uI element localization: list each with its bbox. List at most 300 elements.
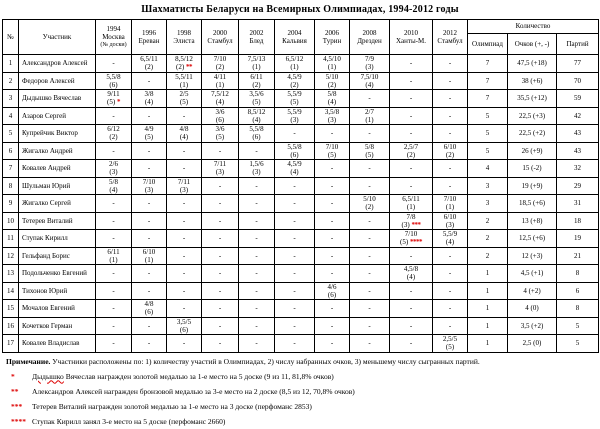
olympiad-result-cell: -	[350, 90, 390, 108]
total-games-cell: 8	[557, 300, 599, 318]
board-number: (4)	[327, 98, 337, 107]
olympiad-result-cell: -	[167, 230, 202, 248]
city-label: Стамбул	[207, 37, 233, 45]
col-header-points: Очков (+, -)	[508, 34, 557, 55]
olympiad-result-cell: -	[390, 317, 433, 335]
board-number: (2)	[144, 63, 154, 72]
num-cell: 10	[3, 212, 19, 230]
score-value: 7/9	[365, 55, 374, 63]
col-header-participant: Участник	[19, 20, 96, 55]
notes-intro-text: Участники расположены по: 1) количеству участий в Олимпиадах, 2) числу набранных очков, 3) меньшему числу сыгранных партий.	[52, 356, 480, 366]
score-value: 6/12	[107, 125, 120, 133]
olympiad-result-cell: -	[96, 300, 132, 318]
olympiad-result-cell: -	[202, 142, 239, 160]
total-olympiads-cell: 3	[468, 177, 508, 195]
medal-marker: **	[185, 63, 192, 72]
olympiad-result-cell: -	[433, 160, 468, 178]
olympiad-result-cell: -	[96, 265, 132, 283]
score-value: 3/6	[215, 107, 225, 116]
total-olympiads-cell: 1	[468, 265, 508, 283]
board-number: (3)	[144, 185, 154, 194]
board-number: (6)	[144, 308, 154, 317]
olympiad-result-cell	[167, 90, 202, 108]
score-value: 6/10	[443, 212, 457, 221]
table-row	[3, 230, 599, 248]
olympiad-result-cell: -	[132, 230, 167, 248]
board-number: (1)	[252, 63, 261, 72]
olympiad-result-cell: -	[239, 177, 275, 195]
olympiad-result-cell: -	[96, 335, 132, 353]
olympiad-result-cell	[202, 107, 239, 125]
table-row	[3, 282, 599, 300]
total-points-cell: 22,5 (+3)	[508, 107, 557, 125]
city-label: Москва	[102, 33, 125, 42]
olympiad-result-cell: -	[239, 247, 275, 265]
total-points-cell: 4 (0)	[508, 300, 557, 318]
olympiad-result-cell: -	[132, 72, 167, 90]
olympiad-result-cell: -	[315, 317, 350, 335]
board-number: (5)	[365, 150, 374, 159]
olympiad-result-cell	[315, 282, 350, 300]
total-points-cell: 18,5 (+6)	[508, 195, 557, 213]
olympiads-table	[2, 19, 599, 353]
olympiad-result-cell	[433, 142, 468, 160]
board-number: (6)	[327, 290, 337, 299]
olympiad-result-cell: -	[275, 282, 315, 300]
olympiad-result-cell: -	[433, 247, 468, 265]
olympiad-result-cell: -	[202, 265, 239, 283]
footnotes-list	[6, 372, 596, 426]
table-row	[3, 195, 599, 213]
olympiad-result-cell: -	[315, 230, 350, 248]
olympiad-result-cell	[315, 142, 350, 160]
olympiad-result-cell: -	[390, 107, 433, 125]
olympiad-result-cell: -	[350, 230, 390, 248]
olympiad-result-cell	[96, 247, 132, 265]
total-points-cell: 22,5 (+2)	[508, 125, 557, 143]
olympiad-result-cell: -	[350, 300, 390, 318]
olympiad-result-cell: -	[350, 160, 390, 178]
olympiad-result-cell: -	[433, 282, 468, 300]
olympiad-result-cell	[350, 142, 390, 160]
olympiad-result-cell: -	[350, 212, 390, 230]
olympiad-result-cell	[132, 177, 167, 195]
num-cell: 15	[3, 300, 19, 318]
olympiad-result-cell: -	[433, 107, 468, 125]
olympiad-result-cell	[202, 55, 239, 73]
olympiad-result-cell: -	[96, 282, 132, 300]
olympiad-result-cell: -	[390, 177, 433, 195]
board-number: (4)	[290, 168, 299, 177]
olympiad-result-cell	[239, 125, 275, 143]
olympiad-result-cell	[167, 72, 202, 90]
total-points-cell: 4 (+2)	[508, 282, 557, 300]
olympiad-result-cell: -	[202, 317, 239, 335]
board-number: (3)	[109, 168, 118, 177]
total-points-cell: 13 (+8)	[508, 212, 557, 230]
olympiad-result-cell	[350, 195, 390, 213]
table-row	[3, 317, 599, 335]
olympiad-result-cell: -	[275, 195, 315, 213]
olympiad-result-cell: -	[167, 282, 202, 300]
num-cell: 17	[3, 335, 19, 353]
total-games-cell: 42	[557, 107, 599, 125]
name-cell: Азаров Сергей	[19, 107, 96, 125]
olympiad-result-cell	[433, 195, 468, 213]
olympiad-result-cell	[275, 107, 315, 125]
olympiad-result-cell: -	[132, 265, 167, 283]
total-points-cell: 4,5 (+1)	[508, 265, 557, 283]
total-games-cell: 77	[557, 55, 599, 73]
col-header-1994	[96, 20, 132, 55]
olympiad-result-cell	[350, 55, 390, 73]
olympiad-result-cell: -	[275, 230, 315, 248]
olympiad-result-cell: -	[96, 230, 132, 248]
board-number: (5)	[290, 98, 299, 107]
olympiad-result-cell	[96, 177, 132, 195]
footnote-marker: **	[11, 386, 19, 396]
name-cell: Шульман Юрий	[19, 177, 96, 195]
num-cell: 3	[3, 90, 19, 108]
olympiad-result-cell: -	[433, 317, 468, 335]
city-label: Стамбул	[437, 37, 463, 45]
col-header-olympiads-count: Олимпиад	[468, 34, 508, 55]
olympiad-result-cell	[433, 335, 468, 353]
board-number: (6)	[252, 133, 261, 142]
olympiad-result-cell: -	[315, 212, 350, 230]
footnote-marker: ***	[11, 401, 23, 411]
total-olympiads-cell: 5	[468, 142, 508, 160]
year-label: 1994	[106, 25, 121, 34]
total-points-cell: 38 (+6)	[508, 72, 557, 90]
notes-heading: Примечание.	[6, 356, 51, 366]
olympiad-result-cell: -	[202, 212, 239, 230]
olympiad-result-cell	[433, 212, 468, 230]
total-olympiads-cell: 1	[468, 317, 508, 335]
olympiad-result-cell: -	[433, 55, 468, 73]
olympiad-result-cell: -	[315, 300, 350, 318]
header-row-top	[3, 20, 599, 34]
total-points-cell: 19 (+9)	[508, 177, 557, 195]
num-cell: 11	[3, 230, 19, 248]
olympiad-result-cell: -	[96, 317, 132, 335]
score-value: 5/8	[365, 142, 374, 151]
olympiad-result-cell: -	[390, 72, 433, 90]
olympiad-result-cell: -	[239, 300, 275, 318]
table-row	[3, 265, 599, 283]
footnote-text: Александров Алексей награжден бронзовой медалью за 3-е место на 2 доске (8,5 из 12, 70,8% очков)	[32, 386, 355, 396]
olympiad-result-cell	[315, 90, 350, 108]
footnote-text: Дыдышко Вячеслав награжден золотой медалью за 1-е место на 5 доске (9 из 11, 81,8% очков)	[32, 371, 334, 381]
olympiad-result-cell	[315, 72, 350, 90]
city-label: Ханты-М.	[396, 37, 426, 45]
col-header-2000	[202, 20, 239, 55]
col-header-2012	[433, 20, 468, 55]
olympiad-result-cell	[132, 300, 167, 318]
score-value: 5,5/9	[442, 230, 458, 238]
olympiad-result-cell: -	[202, 247, 239, 265]
board-number: (4)	[109, 185, 118, 194]
olympiad-result-cell	[202, 72, 239, 90]
name-cell: Федоров Алексей	[19, 72, 96, 90]
olympiad-result-cell: -	[390, 55, 433, 73]
olympiad-result-cell	[167, 125, 202, 143]
olympiad-result-cell	[350, 72, 390, 90]
olympiad-result-cell	[96, 72, 132, 90]
score-value: 4/8	[144, 300, 154, 308]
olympiad-result-cell	[96, 160, 132, 178]
board-number: (2)	[290, 80, 299, 89]
olympiad-result-cell: -	[239, 142, 275, 160]
total-points-cell: 3,5 (+2)	[508, 317, 557, 335]
medal-marker: ***	[411, 220, 421, 229]
score-value: 3/6	[215, 125, 225, 133]
score-value: 4,5/10	[323, 55, 341, 63]
olympiad-result-cell: -	[202, 195, 239, 213]
board-number: (2)	[215, 63, 225, 72]
score-value: 3,5/5	[176, 317, 192, 326]
total-games-cell: 31	[557, 195, 599, 213]
score-value: 7/10	[443, 195, 457, 203]
num-cell: 5	[3, 125, 19, 143]
board-number: (6)	[215, 115, 225, 124]
olympiad-result-cell: -	[132, 335, 167, 353]
score-value: 7/11	[177, 177, 191, 186]
col-header-games: Партий	[557, 34, 599, 55]
total-games-cell: 32	[557, 160, 599, 178]
score-value: 7,5/13	[247, 55, 266, 63]
board-number: (1)	[179, 80, 189, 89]
olympiad-result-cell	[275, 160, 315, 178]
olympiad-result-cell: -	[202, 230, 239, 248]
table-row	[3, 142, 599, 160]
total-olympiads-cell: 7	[468, 90, 508, 108]
medal-marker: ****	[409, 238, 422, 247]
score-value: 7/10	[404, 230, 418, 238]
total-games-cell: 43	[557, 125, 599, 143]
table-row	[3, 90, 599, 108]
board-number: (2)	[406, 150, 416, 159]
board-number: (5)	[252, 98, 261, 107]
olympiad-result-cell	[390, 212, 433, 230]
name-cell: Ковалев Владислав	[19, 335, 96, 353]
footnote-line	[6, 372, 596, 381]
olympiad-result-cell: -	[167, 265, 202, 283]
col-header-num: №	[3, 20, 19, 55]
olympiad-result-cell: -	[167, 247, 202, 265]
olympiad-result-cell	[390, 230, 433, 248]
score-value: 4/8	[179, 125, 189, 133]
olympiad-result-cell: -	[96, 142, 132, 160]
table-row	[3, 107, 599, 125]
olympiad-result-cell: -	[132, 107, 167, 125]
score-value: 5,5/8	[249, 125, 264, 133]
score-value: 7/10	[142, 177, 156, 186]
score-value: 3,5/6	[249, 90, 264, 98]
board-number: (5) *	[107, 98, 120, 107]
name-cell: Гельфанд Борис	[19, 247, 96, 265]
olympiad-result-cell: -	[96, 107, 132, 125]
board-number: (3)	[327, 115, 337, 124]
olympiad-result-cell: -	[202, 177, 239, 195]
total-games-cell: 59	[557, 90, 599, 108]
board-number: (4)	[445, 238, 455, 247]
score-value: 4/6	[327, 282, 337, 291]
board-number: (1)	[327, 63, 337, 72]
olympiad-result-cell: -	[315, 265, 350, 283]
olympiad-result-cell	[239, 90, 275, 108]
olympiad-result-cell: -	[433, 265, 468, 283]
olympiad-result-cell: -	[132, 195, 167, 213]
footnote-line	[6, 402, 596, 411]
table-row	[3, 212, 599, 230]
score-value: 5/10	[363, 195, 376, 203]
board-number: (4)	[144, 98, 154, 107]
board-number: (2)	[445, 150, 455, 159]
olympiad-result-cell: -	[350, 282, 390, 300]
olympiad-result-cell: -	[350, 317, 390, 335]
board-number: (6)	[290, 150, 299, 159]
score-value: 5/8	[109, 177, 118, 186]
total-games-cell: 19	[557, 230, 599, 248]
olympiad-result-cell: -	[350, 125, 390, 143]
notes-section	[2, 353, 598, 426]
score-value: 7/10	[213, 55, 227, 63]
board-number: (1)	[109, 255, 118, 264]
board-number: (2)	[365, 203, 374, 212]
olympiad-result-cell	[275, 90, 315, 108]
olympiad-result-cell: -	[167, 300, 202, 318]
total-olympiads-cell: 1	[468, 335, 508, 353]
score-value: 1,5/6	[249, 160, 264, 168]
table-row	[3, 125, 599, 143]
score-value: 5,5/8	[106, 72, 121, 81]
score-value: 7/8	[406, 212, 416, 221]
table-row	[3, 300, 599, 318]
table-row	[3, 55, 599, 73]
olympiad-result-cell: -	[315, 177, 350, 195]
name-cell: Купрейчик Виктор	[19, 125, 96, 143]
olympiad-result-cell	[202, 125, 239, 143]
score-value: 7/11	[213, 160, 227, 168]
total-games-cell: 18	[557, 212, 599, 230]
olympiad-result-cell: -	[96, 212, 132, 230]
score-value: 5,5/9	[287, 90, 302, 98]
city-label: Кальвия	[282, 37, 307, 45]
score-value: 6,5/12	[285, 55, 304, 63]
olympiad-result-cell	[275, 55, 315, 73]
score-value: 2,5/7	[403, 142, 419, 151]
score-value: 6/11	[107, 247, 120, 256]
board-number: (2) **	[176, 63, 192, 72]
olympiad-result-cell: -	[275, 317, 315, 335]
score-value: 4/11	[213, 72, 227, 81]
year-label: 2008	[362, 28, 377, 37]
score-value: 4,5/8	[403, 265, 419, 273]
year-label: 2012	[443, 28, 457, 37]
olympiad-result-cell: -	[433, 300, 468, 318]
score-value: 7,5/12	[211, 90, 229, 98]
olympiad-result-cell	[239, 55, 275, 73]
num-cell: 12	[3, 247, 19, 265]
total-olympiads-cell: 4	[468, 160, 508, 178]
total-games-cell: 70	[557, 72, 599, 90]
olympiad-result-cell: -	[275, 300, 315, 318]
footnote-text: Ступак Кирилл занял 3-е место на 5 доске (перфоманс 2660)	[32, 416, 226, 426]
total-points-cell: 12,5 (+6)	[508, 230, 557, 248]
num-cell: 9	[3, 195, 19, 213]
year-label: 2004	[287, 28, 302, 37]
olympiad-result-cell: -	[390, 282, 433, 300]
olympiad-result-cell: -	[350, 177, 390, 195]
total-olympiads-cell: 1	[468, 300, 508, 318]
footnote-name-underlined: Дыдышко	[32, 371, 64, 381]
num-cell: 14	[3, 282, 19, 300]
table-row	[3, 247, 599, 265]
board-number: (1)	[290, 63, 299, 72]
board-number: (3)	[179, 185, 189, 194]
olympiad-result-cell: -	[132, 142, 167, 160]
olympiad-result-cell: -	[239, 195, 275, 213]
score-value: 5,5/9	[287, 107, 302, 116]
olympiad-result-cell: -	[239, 265, 275, 283]
total-olympiads-cell: 5	[468, 107, 508, 125]
olympiad-result-cell: -	[96, 195, 132, 213]
year-label: 2000	[213, 28, 227, 37]
city-label: Ереван	[138, 37, 160, 45]
olympiad-result-cell	[96, 90, 132, 108]
board-number: (5)	[215, 133, 225, 142]
board-number: (4)	[252, 115, 261, 124]
score-value: 6,5/11	[140, 55, 158, 63]
board-number: (5)	[327, 150, 337, 159]
olympiad-result-cell: -	[239, 317, 275, 335]
score-value: 3/8	[144, 90, 154, 98]
olympiad-result-cell	[390, 142, 433, 160]
score-value: 5/10	[325, 72, 339, 81]
name-cell: Александров Алексей	[19, 55, 96, 73]
olympiad-result-cell: -	[315, 160, 350, 178]
score-value: 2/6	[109, 160, 118, 168]
olympiad-result-cell: -	[132, 212, 167, 230]
olympiad-result-cell: -	[390, 335, 433, 353]
total-olympiads-cell: 1	[468, 282, 508, 300]
score-value: 7,5/10	[360, 72, 379, 81]
board-number: (5)	[179, 98, 189, 107]
olympiad-result-cell: -	[167, 142, 202, 160]
board-number: (4)	[215, 98, 225, 107]
board-number: (2)	[109, 133, 118, 142]
board-number: (5)	[445, 343, 455, 352]
olympiad-result-cell	[275, 142, 315, 160]
total-points-cell: 12 (+3)	[508, 247, 557, 265]
olympiad-result-cell: -	[350, 265, 390, 283]
total-games-cell: 5	[557, 335, 599, 353]
col-header-2002	[239, 20, 275, 55]
olympiad-result-cell: -	[433, 72, 468, 90]
name-cell: Тихонов Юрий	[19, 282, 96, 300]
col-header-1996	[132, 20, 167, 55]
total-points-cell: 2,5 (0)	[508, 335, 557, 353]
score-value: 4/9	[144, 125, 154, 133]
score-value: 5,5/8	[287, 142, 302, 151]
olympiad-result-cell	[167, 55, 202, 73]
total-olympiads-cell: 2	[468, 212, 508, 230]
olympiad-result-cell: -	[202, 282, 239, 300]
year-label: 1998	[177, 28, 191, 37]
olympiad-result-cell: -	[350, 247, 390, 265]
col-header-quantity: Количество	[468, 20, 599, 34]
